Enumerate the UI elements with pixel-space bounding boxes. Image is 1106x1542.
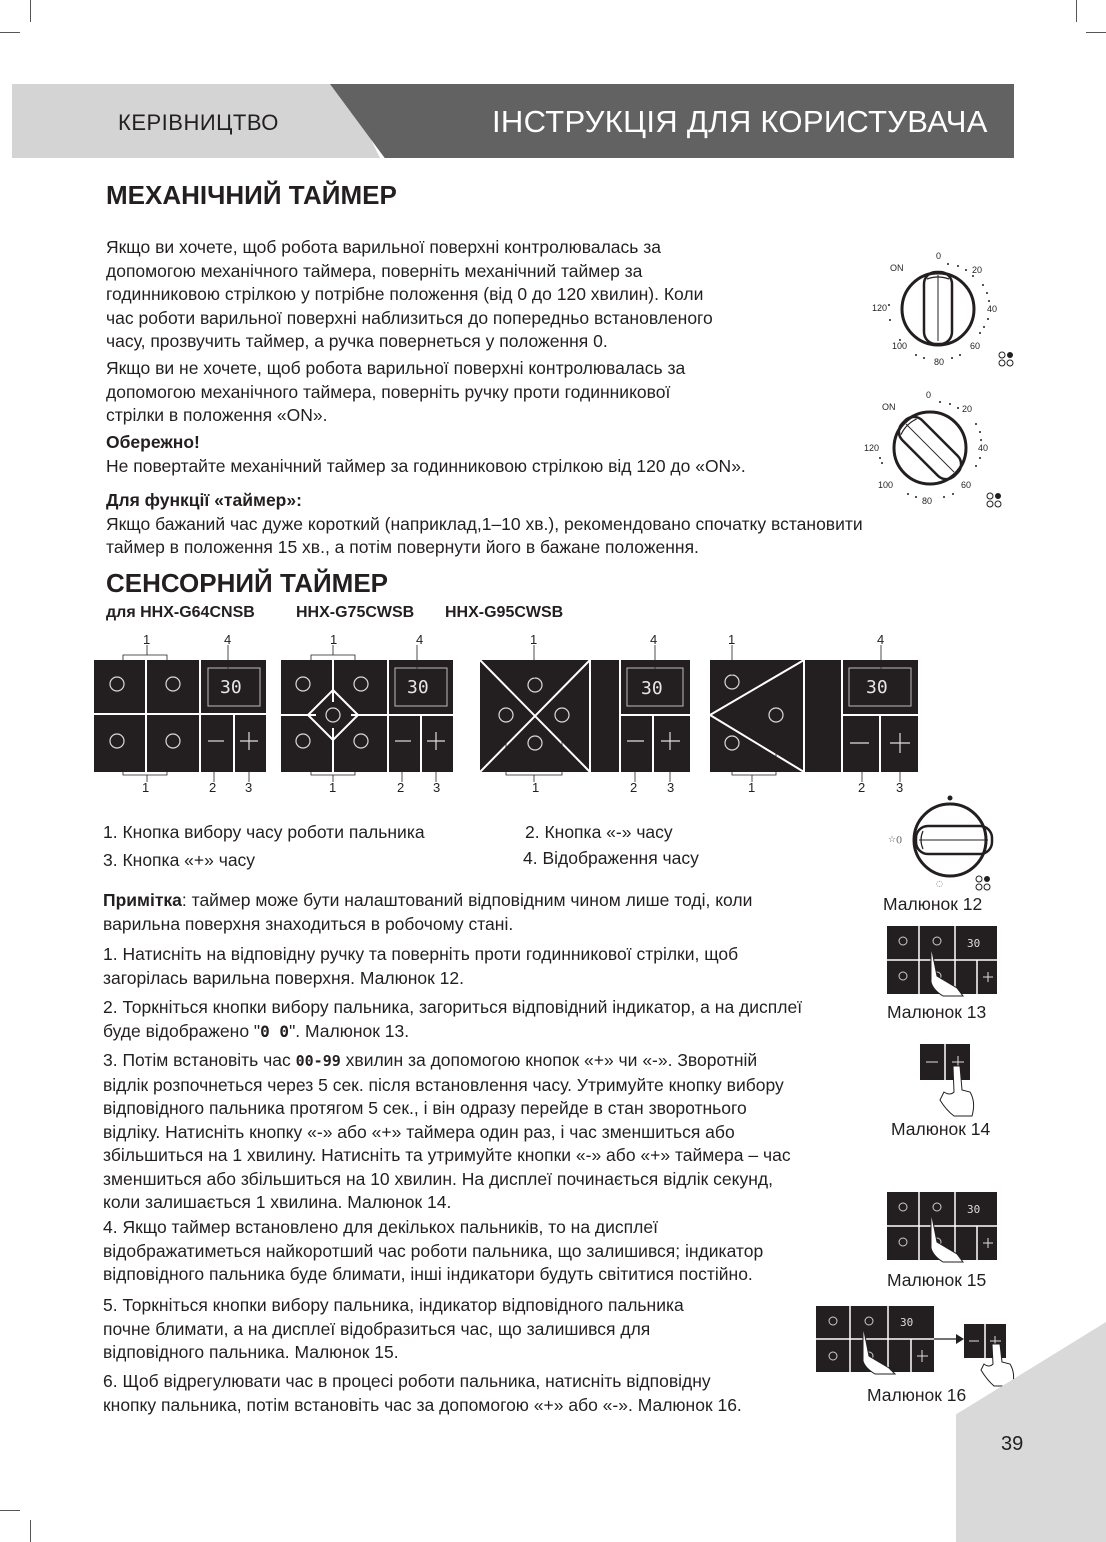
crop-mark [1076, 0, 1077, 22]
text-line: відлік розпочнеться через 5 сек. після встановлення часу. Утримуйте кнопку вибору [103, 1074, 784, 1095]
dial-label-on: ON [890, 263, 904, 273]
text-span: буде відображено " [103, 1020, 261, 1041]
timer-display: 30 [967, 1203, 981, 1216]
text-span: хвилин за допомогою кнопок «+» чи «-». Зворотній [340, 1050, 758, 1070]
text-line: варильна поверхня знаходиться в робочому стані. [103, 913, 514, 934]
mech-timer-dial-clockwise [860, 245, 1010, 375]
callout-number: 4 [877, 632, 885, 647]
text-line: почне блимати, а на дисплеї відобразиться час, що залишився для [103, 1318, 651, 1339]
figure-caption: Малюнок 13 [887, 1002, 987, 1022]
text-line: допомогою механічного таймера, поверніть механічний таймер за [106, 260, 643, 281]
text-line: Якщо ви не хочете, щоб робота варильної поверхні контролювалась за [106, 358, 686, 378]
arrow-right-icon [956, 1334, 964, 1344]
note-label: Примітка [103, 890, 182, 910]
burner-icon [987, 493, 1001, 507]
panel-g95-cross [480, 632, 690, 795]
text-line: відповідного пальника буде блимати, інші індикатори будуть світитися постійно. [103, 1264, 753, 1284]
dial-mark: 20 [972, 265, 983, 275]
mech-paragraph-2 [106, 357, 866, 428]
header-title: ІНСТРУКЦІЯ ДЛЯ КОРИСТУВАЧА [492, 104, 988, 139]
dial-label-on: ON [882, 402, 896, 412]
text-line: Якщо бажаний час дуже короткий (наприклад,1–10 хв.), рекомендовано спочатку встановити [106, 513, 863, 534]
model-label: HHX-G75CWSB [296, 604, 415, 621]
legend-item: 3. Кнопка «+» часу [103, 850, 256, 870]
mech-paragraph-1 [106, 236, 866, 354]
text-span: 3. Потім встановіть час [103, 1050, 296, 1070]
callout-number: 3 [896, 780, 904, 795]
timer-display: 30 [967, 937, 981, 950]
timer-display: 30 [407, 677, 429, 698]
text-span: ". Малюнок 13. [289, 1020, 410, 1041]
figure-15-panel [887, 1192, 999, 1262]
dial-mark: 60 [970, 341, 981, 351]
crop-mark [30, 0, 31, 22]
dial-mark: 0 [926, 390, 932, 400]
text-line: 2. Торкніться кнопки вибору пальника, загориться відповідний індикатор, а на дисплеї [103, 997, 803, 1017]
burner-icon [999, 352, 1013, 366]
step-1 [103, 943, 873, 990]
mech-title: МЕХАНІЧНИЙ ТАЙМЕР [106, 180, 397, 210]
text-line: відповідного пальника. Малюнок 15. [103, 1342, 399, 1362]
text-line: 1. Натисніть на відповідну ручку та поверніть проти годинникової стрілки, щоб [103, 944, 739, 964]
callout-number: 1 [330, 632, 338, 647]
text-line: Якщо ви хочете, щоб робота варильної поверхні контролювалась за [106, 237, 662, 257]
callout-number: 2 [630, 780, 638, 795]
dial-mark: 80 [922, 496, 933, 506]
dial-mark: 40 [987, 304, 998, 314]
text-line: часу, прозвучить таймер, а ручка повернеться у положення 0. [106, 331, 608, 351]
figure-caption: Малюнок 15 [887, 1270, 987, 1290]
mech-timer-dial-counterclockwise [858, 388, 1008, 518]
page-number: 39 [1001, 1433, 1024, 1455]
burner-icon [976, 876, 990, 890]
figure-12-knob [880, 790, 1000, 890]
crop-mark [30, 1520, 31, 1542]
text-line: годинниковою стрілкою у потрібне положення (від 0 до 120 хвилин). Коли [106, 284, 704, 304]
callout-number: 4 [650, 632, 658, 647]
crop-mark [0, 1510, 20, 1511]
text-line: час роботи варильної поверхні наблизиться до попередньо встановленого [106, 307, 713, 328]
text-line: зменшиться або збільшиться на 10 хвилин. На дисплеї починається відлік секунд, [103, 1168, 773, 1189]
caution-title: Обережно! [106, 432, 200, 452]
model-label: для HHX-G64CNSB [106, 604, 255, 621]
timer-display: 30 [220, 677, 242, 698]
touch-title: СЕНСОРНИЙ ТАЙМЕР [106, 568, 389, 598]
text-line: таймер в положення 15 хв., а потім повернути його в бажане положення. [106, 537, 699, 557]
timer-display: 30 [866, 677, 888, 698]
callout-number: 1 [143, 632, 151, 647]
text-line: збільшиться на 1 хвилину. Натисніть та утримуйте кнопки «-» або «+» таймера – час [103, 1145, 791, 1165]
callout-number: 4 [224, 632, 232, 647]
text-line: коли залишається 1 хвилина. Малюнок 14. [103, 1192, 452, 1212]
crop-mark [0, 32, 20, 33]
note [103, 889, 873, 936]
callout-number: 1 [748, 780, 756, 795]
display-code: 00-99 [295, 1052, 341, 1070]
note-text: : таймер може бути налаштований відповідним чином лише тоді, коли [181, 890, 753, 910]
symbol-icon: ◌ [936, 879, 943, 888]
callout-number: 1 [532, 780, 540, 795]
text-line: відповідного пальника протягом 5 сек., і він одразу перейде в стан зворотнього [103, 1098, 747, 1118]
figure-caption: Малюнок 16 [867, 1385, 967, 1405]
step-3 [103, 1049, 883, 1215]
callout-number: 2 [209, 780, 217, 795]
dial-mark: 100 [878, 480, 894, 490]
text-line: 6. Щоб відрегулювати час в процесі роботи пальника, натисніть відповідну [103, 1371, 711, 1391]
callout-number: 2 [858, 780, 866, 795]
legend-item: 1. Кнопка вибору часу роботи пальника [103, 822, 425, 842]
dial-mark: 120 [864, 443, 880, 453]
callout-number: 1 [142, 780, 150, 795]
step-2 [103, 996, 893, 1043]
callout-number: 1 [728, 632, 736, 647]
text-line: загорілась варильна поверхня. Малюнок 12. [103, 967, 464, 988]
model-label: HHX-G95CWSB [445, 604, 564, 621]
legend-item: 2. Кнопка «-» часу [525, 822, 673, 842]
dial-mark: 100 [892, 341, 908, 351]
figure-13-panel [887, 926, 999, 996]
callout-number: 4 [416, 632, 424, 647]
step-5 [103, 1294, 803, 1365]
crop-mark [1086, 32, 1106, 33]
function-title: Для функції «таймер»: [106, 490, 302, 510]
figure-16-panel [816, 1306, 1036, 1388]
text-line: стрілки в положення «ON». [106, 405, 328, 425]
legend-item: 4. Відображення часу [523, 848, 699, 868]
callout-number: 3 [667, 780, 675, 795]
text-line: 4. Якщо таймер встановлено для декількох пальників, то на дисплеї [103, 1217, 658, 1237]
panel-g64 [94, 632, 266, 795]
dial-mark: 0 [936, 251, 942, 261]
dial-mark: 60 [961, 480, 972, 490]
figure-14-buttons [920, 1044, 980, 1118]
callout-number: 2 [397, 780, 405, 795]
dial-mark: 120 [872, 303, 888, 313]
callout-number: 1 [329, 780, 337, 795]
callout-number: 1 [530, 632, 538, 647]
symbol-icon: ☆⦅⦆ [888, 835, 903, 845]
timer-display: 30 [900, 1316, 914, 1329]
panel-g75 [281, 632, 453, 795]
callout-number: 3 [433, 780, 441, 795]
dial-mark: 80 [934, 357, 945, 367]
panel-g95-wedge [710, 632, 918, 795]
text-line: допомогою механічного таймера, поверніть ручку проти годинникової [106, 381, 671, 402]
header-section-label: КЕРІВНИЦТВО [118, 110, 279, 135]
text-line: відображатиметься найкоротший час роботи пальника, що залишився; індикатор [103, 1240, 764, 1261]
mech-caution [106, 431, 866, 478]
control-panels-diagram [90, 630, 930, 800]
timer-display: 30 [641, 678, 663, 699]
text-line: відліку. Натисніть кнопку «-» або «+» таймера один раз, і час зменшиться або [103, 1121, 735, 1142]
step-4 [103, 1216, 863, 1287]
step-6 [103, 1370, 863, 1417]
mech-function [106, 489, 986, 560]
text-line: 5. Торкніться кнопки вибору пальника, індикатор відповідного пальника [103, 1295, 684, 1315]
figure-caption: Малюнок 14 [891, 1119, 991, 1139]
dial-mark: 40 [978, 443, 989, 453]
figure-caption: Малюнок 12 [883, 894, 983, 914]
dial-mark: 20 [962, 404, 973, 414]
caution-text: Не повертайте механічний таймер за годинниковою стрілкою від 120 до «ON». [106, 455, 746, 476]
text-line: кнопку пальника, потім встановіть час за допомогою «+» або «-». Малюнок 16. [103, 1394, 742, 1415]
callout-number: 3 [245, 780, 253, 795]
display-code: 0 0 [260, 1021, 290, 1041]
